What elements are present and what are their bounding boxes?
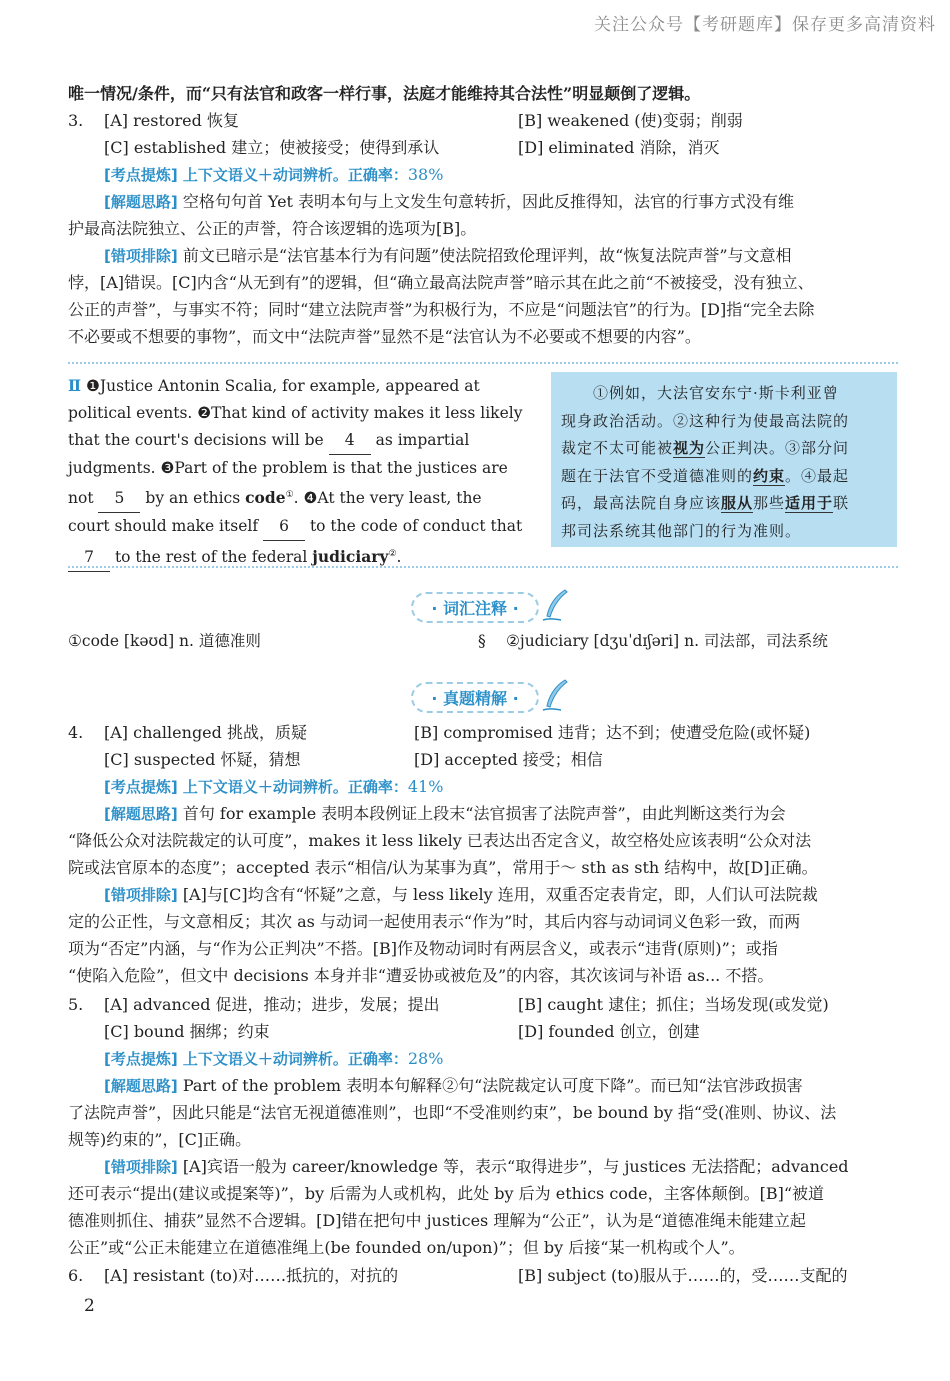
passage-line: . ❹At the very least, the (293, 489, 482, 508)
key-point-line (104, 161, 934, 189)
solution-text: 首句 for example 表明本段例证上段末“法官损害了法院声誉”，由此判断这类行为会 (182, 804, 786, 823)
key-point-text: 上下文语义＋动词辨析。正确率： (182, 1050, 408, 1068)
underlined-term: 约束 (753, 466, 786, 485)
translation-line: 题在于法官不受道德准则的 (561, 466, 754, 485)
accuracy-rate: 41% (407, 777, 444, 796)
english-passage (68, 372, 534, 572)
paragraph-line: 院或法官原本的态度”；accepted 表示“相信/认为某事为真”，常用于～ sth as sth 结构中，故[D]正确。 (68, 858, 818, 877)
passage-line: judgments. ❸Part of the problem is that the justices are (68, 459, 508, 477)
elimination-tag: [错项排除] (104, 1158, 178, 1176)
option-a: [A] advanced 促进，推动；进步，发展；提出 (104, 995, 440, 1014)
key-point-line (104, 773, 934, 801)
blank-5: 5 (98, 485, 140, 513)
vocab-entry-2: ②judiciary [dʒuˈdɪʃəri] n. 司法部，司法系统 (506, 632, 828, 650)
paragraph-line: 项为“否定”内涵，与“作为公正判决”不搭。[B]作及物动词时有两层含义，或表示“违背(原则)”；或指 (68, 939, 778, 958)
passage-line: ❶Justice Antonin Scalia, for example, appeared at (86, 377, 480, 395)
passage-line: to the rest of the federal (114, 548, 308, 567)
blank-7: 7 (68, 544, 110, 572)
quill-pen-icon (541, 588, 569, 622)
translation-line: 邦司法系统其他部门的行为准则。 (561, 521, 802, 540)
option-b: [B] caught 逮住；抓住；当场发现(或发觉) (518, 995, 829, 1014)
watermark-header: 关注公众号【考研题库】保存更多高清资料 (594, 15, 936, 35)
option-c: [C] established 建立；使被接受；使得到承认 (104, 138, 440, 157)
paragraph-line: 德准则抓住、捕获”显然不合逻辑。[D]错在把句中 justices 理解为“公正”，认为是“道德准绳未能建立起 (68, 1211, 806, 1230)
solution-line (104, 800, 934, 828)
question-number: 4. (68, 723, 84, 742)
paragraph-line: 还可表示“提出(建议或提案等)”，by 后需为人或机构，此处 by 后为 ethics code，主客体颠倒。[B]“被道 (68, 1184, 825, 1203)
elimination-text: [A]宾语一般为 career/knowledge 等，表示“取得进步”，与 justices 无法搭配；advanced (182, 1157, 849, 1176)
translation-line: 现身政治活动。②这种行为使最高法院的 (561, 411, 850, 430)
paragraph-line: 定的公正性，与文意相反；其次 as 与动词一起使用表示“作为”时，其后内容与动词词义色彩一致，而两 (68, 912, 801, 931)
option-a: [A] resistant (to)对……抵抗的，对抗的 (104, 1266, 399, 1285)
vocab-separator: § (478, 632, 486, 650)
passage-line: by an ethics (145, 489, 241, 508)
elimination-line (104, 1153, 934, 1181)
option-c: [C] suspected 怀疑，猜想 (104, 750, 301, 769)
blank-4: 4 (329, 427, 371, 455)
question-number: 6. (68, 1266, 84, 1285)
underlined-term: 适用于 (785, 494, 834, 512)
option-b: [B] subject (to)服从于……的，受……支配的 (518, 1266, 848, 1285)
accuracy-rate: 38% (407, 165, 444, 184)
question-number: 5. (68, 995, 84, 1014)
analysis-section-heading (0, 682, 950, 713)
paragraph-line: 护最高法院独立、公正的声誉，符合该逻辑的选项为[B]。 (68, 219, 477, 238)
key-point-text: 上下文语义＋动词辨析。正确率： (182, 166, 408, 184)
elimination-text: [A]与[C]均含有“怀疑”之意，与 less likely 连用，双重否定表肯定，即，人们认可法院裁 (182, 885, 818, 904)
section-title: · 真题精解 · (431, 689, 519, 708)
quill-pen-icon (541, 678, 569, 712)
translation-line: 公正判决。③部分问 (705, 439, 850, 457)
elimination-tag: [错项排除] (104, 247, 178, 265)
vocab-word-judiciary: judiciary (312, 547, 389, 567)
translation-box (551, 372, 897, 547)
footnote-mark: ② (388, 549, 397, 560)
translation-line: 。④最起 (785, 466, 850, 485)
paragraph-line: 了法院声誉”，因此只能是“法官无视道德准则”，也即“不受准则约束”，be bound by 指“受(准则、协议、法 (68, 1103, 837, 1122)
blank-6: 6 (263, 513, 305, 541)
solution-line (104, 188, 934, 216)
section-roman-numeral: Ⅱ (68, 376, 82, 395)
solution-line (104, 1072, 934, 1100)
underlined-term: 服从 (721, 494, 754, 512)
translation-line: ①例如，大法官安东宁·斯卡利亚曾 (593, 384, 839, 402)
vocab-entry-1: ①code [kəʊd] n. 道德准则 (68, 632, 261, 650)
vocab-word-code: code (245, 488, 286, 508)
page-number: 2 (84, 1296, 95, 1316)
option-d: [D] accepted 接受；相信 (414, 750, 603, 769)
footnote-mark: ① (285, 490, 294, 500)
option-c: [C] bound 捆绑；约束 (104, 1022, 270, 1041)
underlined-term: 视为 (673, 439, 706, 457)
paragraph-line: “降低公众对法院裁定的认可度”，makes it less likely 已表达出否定含义，故空格处应该表明“公众对法 (68, 831, 812, 850)
accuracy-rate: 28% (407, 1049, 444, 1068)
translation-line: 联 (833, 494, 850, 512)
vocab-section-heading (0, 592, 950, 623)
solution-text: Part of the problem 表明本句解释②句“法院裁定认可度下降”。而已知“法官涉政损害 (182, 1076, 803, 1095)
paragraph-line: 悖，[A]错误。[C]内含“从无到有”的逻辑，但“确立最高法院声誉”暗示其在此之前“不被接受，没有独立、 (68, 273, 814, 292)
passage-line: political events. ❷That kind of activity makes it less likely (68, 404, 523, 422)
passage-line: as impartial (375, 431, 470, 449)
option-a: [A] challenged 挑战，质疑 (104, 723, 307, 742)
section-title: · 词汇注释 · (431, 599, 519, 618)
passage-line: to the code of conduct that (309, 517, 523, 536)
passage-line: not (68, 489, 94, 508)
key-point-tag: [考点提炼] (104, 778, 178, 796)
dotted-divider (68, 566, 898, 568)
solution-tag: [解题思路] (104, 193, 178, 211)
translation-line: 裁定不太可能被 (561, 439, 674, 457)
elimination-line (104, 881, 934, 909)
paragraph-line: 公正的声誉”，与事实不符；同时“建立法院声誉”为积极行为，不应是“问题法官”的行为。[D]指“完全去除 (68, 300, 815, 319)
solution-tag: [解题思路] (104, 1077, 178, 1095)
option-b: [B] compromised 违背；达不到；使遭受危险(或怀疑) (414, 723, 811, 742)
option-a: [A] restored 恢复 (104, 111, 239, 130)
key-point-tag: [考点提炼] (104, 166, 178, 184)
solution-tag: [解题思路] (104, 805, 178, 823)
option-d: [D] founded 创立，创建 (518, 1022, 700, 1041)
paragraph-line: 不必要或不想要的事物”，而文中“法院声誉”显然不是“法官认为不必要或不想要的内容”。 (68, 327, 701, 346)
question-number: 3. (68, 111, 84, 130)
passage-line: that the court's decisions will be (68, 431, 324, 449)
option-b: [B] weakened (使)变弱；削弱 (518, 111, 743, 130)
paragraph-line: 规等)约束的”，[C]正确。 (68, 1130, 252, 1149)
dotted-divider (68, 362, 898, 364)
passage-line: court should make itself (68, 517, 259, 536)
elimination-text: 前文已暗示是“法官基本行为有问题”使法院招致伦理评判，故“恢复法院声誉”与文意相 (182, 246, 792, 265)
paragraph-line: 唯一情况/条件，而“只有法官和政客一样行事，法庭才能维持其合法性”明显颠倒了逻辑。 (68, 84, 701, 103)
solution-text: 空格句句首 Yet 表明本句与上文发生句意转折，因此反推得知，法官的行事方式没有维 (182, 192, 795, 211)
key-point-line (104, 1045, 934, 1073)
elimination-line (104, 242, 934, 270)
translation-line: 码，最高法院自身应该 (561, 494, 722, 512)
translation-line: 那些 (753, 494, 786, 512)
elimination-tag: [错项排除] (104, 886, 178, 904)
paragraph-line: “使陷入危险”，但文中 decisions 本身并非“遭妥协或被危及”的内容，其次该词与补语 as... 不搭。 (68, 966, 774, 985)
passage-line: . (396, 548, 402, 567)
paragraph-line: 公正”或“公正未能建立在道德准绳上(be founded on/upon)”；但 by 后接“某一机构或个人”。 (68, 1238, 745, 1257)
option-d: [D] eliminated 消除，消灭 (518, 138, 720, 157)
key-point-text: 上下文语义＋动词辨析。正确率： (182, 778, 408, 796)
key-point-tag: [考点提炼] (104, 1050, 178, 1068)
